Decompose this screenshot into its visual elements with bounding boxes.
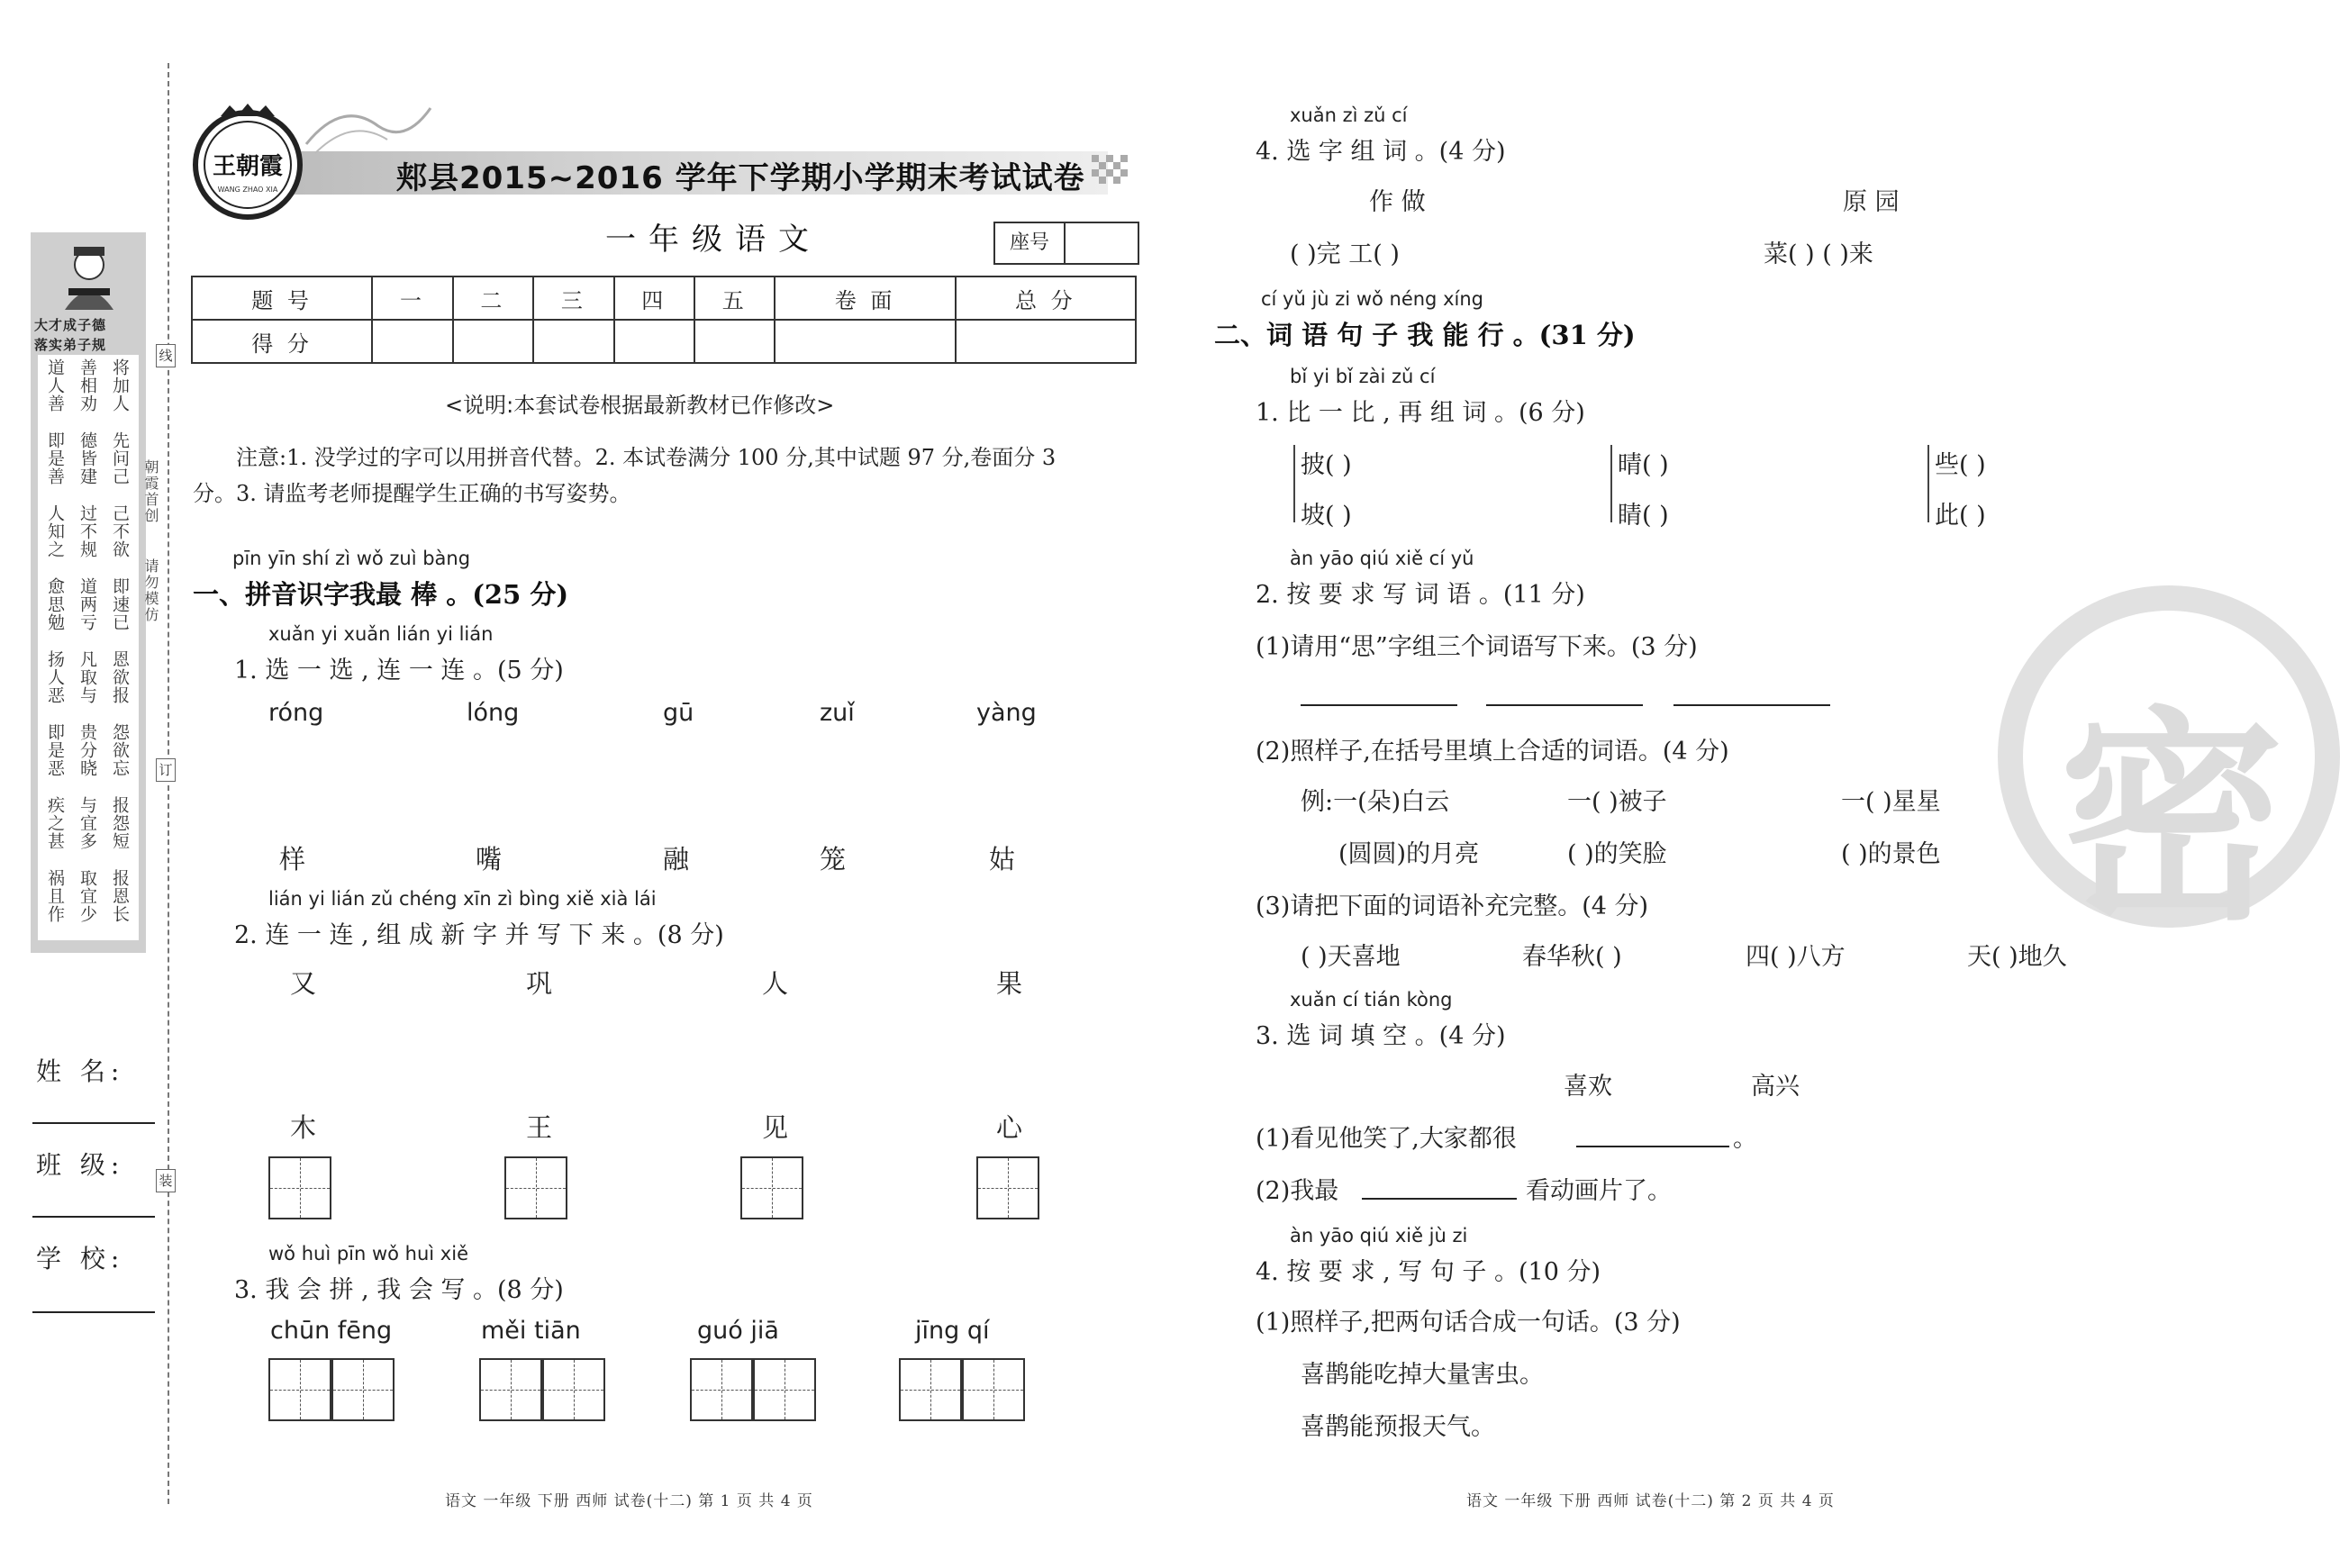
p1-bracket <box>1293 445 1295 522</box>
q2-answer-box[interactable] <box>976 1156 1039 1219</box>
motto-column: 报怨短 <box>110 796 130 850</box>
q3-answer-box[interactable] <box>690 1358 753 1421</box>
q1-pinyin-word: yàng <box>976 699 1037 727</box>
confidential-stamp <box>1998 585 2340 950</box>
p3-pinyin: xuǎn cí tián kòng <box>1290 989 1453 1011</box>
motto-column: 愈思勉 <box>45 577 65 631</box>
q2-bottom-char[interactable]: 心 <box>996 1112 1023 1143</box>
motto-columns <box>38 355 139 940</box>
score-cell[interactable] <box>694 320 775 363</box>
q2-top-char[interactable]: 又 <box>290 968 317 999</box>
q1-char[interactable]: 融 <box>663 844 690 875</box>
p2-b-item[interactable]: ( )的景色 <box>1841 840 1941 868</box>
name-line[interactable] <box>32 1122 155 1124</box>
score-header-cell: 四 <box>614 276 694 320</box>
score-header-cell: 三 <box>533 276 613 320</box>
q2-title: 2. 连 一 连 , 组 成 新 字 并 写 下 来 。(8 分) <box>234 921 724 949</box>
motto-column: 善相劝 <box>77 358 97 412</box>
p1-item[interactable]: 此( ) <box>1935 502 1986 530</box>
score-cell[interactable] <box>614 320 694 363</box>
motto-column: 与宜多 <box>77 796 97 850</box>
q2-top-char[interactable]: 果 <box>996 968 1023 999</box>
motto-column: 取宜少 <box>77 869 97 923</box>
motto-column: 即是恶 <box>45 723 65 777</box>
q4-pair: 原 园 <box>1843 188 1900 216</box>
q1-pinyin-word: zuǐ <box>820 699 855 727</box>
q2-top-char[interactable]: 人 <box>762 968 789 999</box>
logo-text: 王朝霞 <box>212 153 284 180</box>
p3-sentence-1-end: 。 <box>1733 1125 1757 1153</box>
p2-c-item[interactable]: ( )天喜地 <box>1301 943 1401 971</box>
motto-column: 怨欲忘 <box>110 723 130 777</box>
p2-a: (1)请用“思”字组三个词语写下来。(3 分) <box>1256 633 1698 661</box>
q3-answer-box[interactable] <box>753 1358 816 1421</box>
q3-pinyin-item: jīng qí <box>915 1317 990 1345</box>
p3-word: 喜欢 <box>1564 1073 1612 1101</box>
q2-answer-box[interactable] <box>268 1156 331 1219</box>
score-header-cell: 一 <box>372 276 452 320</box>
p3-sentence-1: (1)看见他笑了,大家都很 <box>1256 1125 1517 1153</box>
p1-item[interactable]: 睛( ) <box>1618 502 1669 530</box>
motto-column: 人知之 <box>45 504 65 558</box>
score-row-label: 得 分 <box>192 320 372 363</box>
q1-char[interactable]: 姑 <box>989 844 1016 875</box>
school-label: 学 校: <box>36 1244 125 1273</box>
exam-title: 郏县2015~2016 学年下学期小学期末考试试卷 <box>396 160 1085 196</box>
seat-number-box <box>993 222 1139 265</box>
p2-b: (2)照样子,在括号里填上合适的词语。(4 分) <box>1256 738 1729 766</box>
q3-answer-box[interactable] <box>331 1358 395 1421</box>
sec1-title: 一、拼音识字我最 棒 。(25 分) <box>193 579 569 610</box>
q3-pinyin-item: chūn fēng <box>270 1317 393 1345</box>
q1-char[interactable]: 笼 <box>820 844 847 875</box>
p1-item[interactable]: 披( ) <box>1301 451 1352 479</box>
motto-column: 道两亏 <box>77 577 97 631</box>
q1-pinyin-word: lóng <box>467 699 520 727</box>
motto-column: 疾之甚 <box>45 796 65 850</box>
p1-bracket <box>1610 445 1612 522</box>
q1-title: 1. 选 一 选 , 连 一 连 。(5 分) <box>234 657 564 684</box>
q3-answer-box[interactable] <box>542 1358 605 1421</box>
q4-fill[interactable]: 菜( ) ( )来 <box>1764 240 1873 268</box>
motto-column: 恩欲报 <box>110 650 130 704</box>
q3-answer-box[interactable] <box>899 1358 962 1421</box>
cut-mark-ding: 订 <box>156 758 176 782</box>
side-note-1: 朝霞首创 <box>142 459 159 524</box>
class-line[interactable] <box>32 1216 155 1218</box>
revision-note: <说明:本套试卷根据最新教材已作修改> <box>445 393 835 418</box>
p4-sentence-2: 喜鹊能预报天气。 <box>1301 1413 1495 1441</box>
score-cell[interactable] <box>956 320 1136 363</box>
motto-column: 即速已 <box>110 577 130 631</box>
motto-column: 即是善 <box>45 431 65 485</box>
q3-answer-box[interactable] <box>479 1358 542 1421</box>
p3-sentence-2-end: 看动画片了。 <box>1526 1177 1672 1205</box>
p2-a-blank[interactable] <box>1301 704 1457 706</box>
p3-title: 3. 选 词 填 空 。(4 分) <box>1256 1022 1506 1050</box>
p4-title: 4. 按 要 求 , 写 句 子 。(10 分) <box>1256 1258 1601 1286</box>
p2-c-item[interactable]: 春华秋( ) <box>1522 943 1622 971</box>
p2-c-item[interactable]: 四( )八方 <box>1746 943 1846 971</box>
motto-column: 道人善 <box>45 358 65 412</box>
cut-mark-line: 线 <box>156 344 176 367</box>
motto-column: 祸且作 <box>45 869 65 923</box>
q1-pinyin-word: gū <box>663 699 694 727</box>
score-header-cell: 总 分 <box>956 276 1136 320</box>
attention-line-1: 注意:1. 没学过的字可以用拼音代替。2. 本试卷满分 100 分,其中试题 97 分,卷面分 3 <box>236 445 1057 470</box>
logo-sub: WANG ZHAO XIA <box>217 186 278 194</box>
p1-bracket <box>1927 445 1929 522</box>
q4-pair: 作 做 <box>1369 188 1426 216</box>
motto-column: 过不规 <box>77 504 97 558</box>
q2-answer-box[interactable] <box>504 1156 567 1219</box>
q1-pinyin-word: róng <box>268 699 324 727</box>
name-label: 姓 名: <box>36 1056 125 1086</box>
p2-a-blank[interactable] <box>1673 704 1830 706</box>
sec2-pinyin: cí yǔ jù zi wǒ néng xíng <box>1261 288 1483 310</box>
q1-char[interactable]: 嘴 <box>476 844 503 875</box>
score-cell[interactable] <box>372 320 452 363</box>
p2-b-item: (圆圆)的月亮 <box>1338 840 1480 868</box>
p2-title: 2. 按 要 求 写 词 语 。(11 分) <box>1256 581 1585 609</box>
motto-head-1: 大才成子德 <box>34 317 107 333</box>
p1-item[interactable]: 坡( ) <box>1301 502 1352 530</box>
p2-b-item[interactable]: ( )的笑脸 <box>1567 840 1667 868</box>
school-line[interactable] <box>32 1311 155 1313</box>
score-value-row <box>192 320 1136 363</box>
motto-column: 己不欲 <box>110 504 130 558</box>
score-header-row <box>192 276 1136 320</box>
p2-pinyin: àn yāo qiú xiě cí yǔ <box>1290 548 1474 569</box>
p3-blank-2[interactable] <box>1362 1198 1517 1200</box>
p2-b-item: 例:一(朵)白云 <box>1301 788 1450 816</box>
logo <box>189 104 306 221</box>
ribbon-decoration-icon <box>306 90 432 162</box>
footer-page-1: 语文 一年级 下册 西师 试卷(十二) 第 1 页 共 4 页 <box>445 1492 813 1510</box>
sec1-pinyin: pīn yīn shí zì wǒ zuì bàng <box>232 548 471 569</box>
q2-bottom-char[interactable]: 木 <box>290 1112 317 1143</box>
cut-mark-zhuang: 装 <box>156 1169 176 1192</box>
exam-subtitle: 一年级语文 <box>605 222 821 258</box>
p1-item[interactable]: 些( ) <box>1935 451 1986 479</box>
binding-strip <box>0 0 171 1568</box>
score-cell[interactable] <box>533 320 613 363</box>
score-header-cell: 五 <box>694 276 775 320</box>
q2-bottom-char[interactable]: 见 <box>762 1112 789 1143</box>
class-label: 班 级: <box>36 1150 125 1180</box>
q4-fill[interactable]: ( )完 工( ) <box>1290 240 1400 268</box>
footer-page-2: 语文 一年级 下册 西师 试卷(十二) 第 2 页 共 4 页 <box>1466 1492 1835 1510</box>
motto-column: 贵分晓 <box>77 723 97 777</box>
p1-pinyin: bǐ yi bǐ zài zǔ cí <box>1290 366 1436 387</box>
motto-head-2: 落实弟子规 <box>34 337 107 353</box>
p2-a-blank[interactable] <box>1486 704 1643 706</box>
q3-title: 3. 我 会 拼 , 我 会 写 。(8 分) <box>234 1276 564 1304</box>
scholar-figure-icon <box>49 238 130 313</box>
stamp-char: 密 <box>2059 685 2284 950</box>
q3-pinyin: wǒ huì pīn wǒ huì xiě <box>268 1243 468 1264</box>
score-header-cell: 二 <box>453 276 533 320</box>
q2-answer-box[interactable] <box>740 1156 803 1219</box>
q4-title: 4. 选 字 组 词 。(4 分) <box>1256 138 1506 166</box>
motto-column: 凡取与 <box>77 650 97 704</box>
q2-pinyin: lián yi lián zǔ chéng xīn zì bìng xiě xià lái <box>268 888 657 910</box>
motto-column: 扬人恶 <box>45 650 65 704</box>
motto-column: 将加人 <box>110 358 130 412</box>
q3-pinyin-item: měi tiān <box>481 1317 581 1345</box>
score-header-cell: 卷 面 <box>775 276 955 320</box>
p2-c: (3)请把下面的词语补充完整。(4 分) <box>1256 893 1649 920</box>
motto-panel <box>31 232 146 953</box>
p4-a: (1)照样子,把两句话合成一句话。(3 分) <box>1256 1309 1681 1337</box>
q3-answer-box[interactable] <box>268 1358 331 1421</box>
p3-blank-1[interactable] <box>1576 1146 1729 1147</box>
checker-decoration-icon <box>1092 155 1135 191</box>
q3-answer-box[interactable] <box>962 1358 1025 1421</box>
score-table <box>191 276 1137 364</box>
q1-char[interactable]: 样 <box>279 844 306 875</box>
p2-b-item[interactable]: 一( )星星 <box>1841 788 1941 816</box>
sec2-title: 二、词 语 句 子 我 能 行 。(31 分) <box>1214 320 1636 350</box>
seat-label: 座号 <box>995 223 1066 263</box>
motto-column: 先问己 <box>110 431 130 485</box>
p3-sentence-2: (2)我最 <box>1256 1177 1339 1205</box>
q4-pinyin: xuǎn zì zǔ cí <box>1290 104 1408 126</box>
attention-line-2: 分。3. 请监考老师提醒学生正确的书写姿势。 <box>193 481 631 506</box>
p3-word: 高兴 <box>1751 1073 1800 1101</box>
p1-item[interactable]: 晴( ) <box>1618 451 1669 479</box>
p4-pinyin: àn yāo qiú xiě jù zi <box>1290 1225 1468 1246</box>
score-cell[interactable] <box>453 320 533 363</box>
q2-bottom-char[interactable]: 王 <box>526 1112 553 1143</box>
p1-title: 1. 比 一 比 , 再 组 词 。(6 分) <box>1256 399 1585 427</box>
score-cell[interactable] <box>775 320 955 363</box>
q2-top-char[interactable]: 巩 <box>526 968 553 999</box>
p2-c-item[interactable]: 天( )地久 <box>1967 943 2067 971</box>
motto-column: 报恩长 <box>110 869 130 923</box>
logo-emblem-icon <box>189 104 306 221</box>
motto-column: 德皆建 <box>77 431 97 485</box>
p4-sentence-1: 喜鹊能吃掉大量害虫。 <box>1301 1361 1544 1389</box>
cut-line <box>168 63 169 1504</box>
q1-pinyin: xuǎn yi xuǎn lián yi lián <box>268 623 494 645</box>
score-header-cell: 题 号 <box>192 276 372 320</box>
side-note-2: 请勿模仿 <box>142 558 159 623</box>
q3-pinyin-item: guó jiā <box>697 1317 779 1345</box>
p2-b-item[interactable]: 一( )被子 <box>1567 788 1667 816</box>
